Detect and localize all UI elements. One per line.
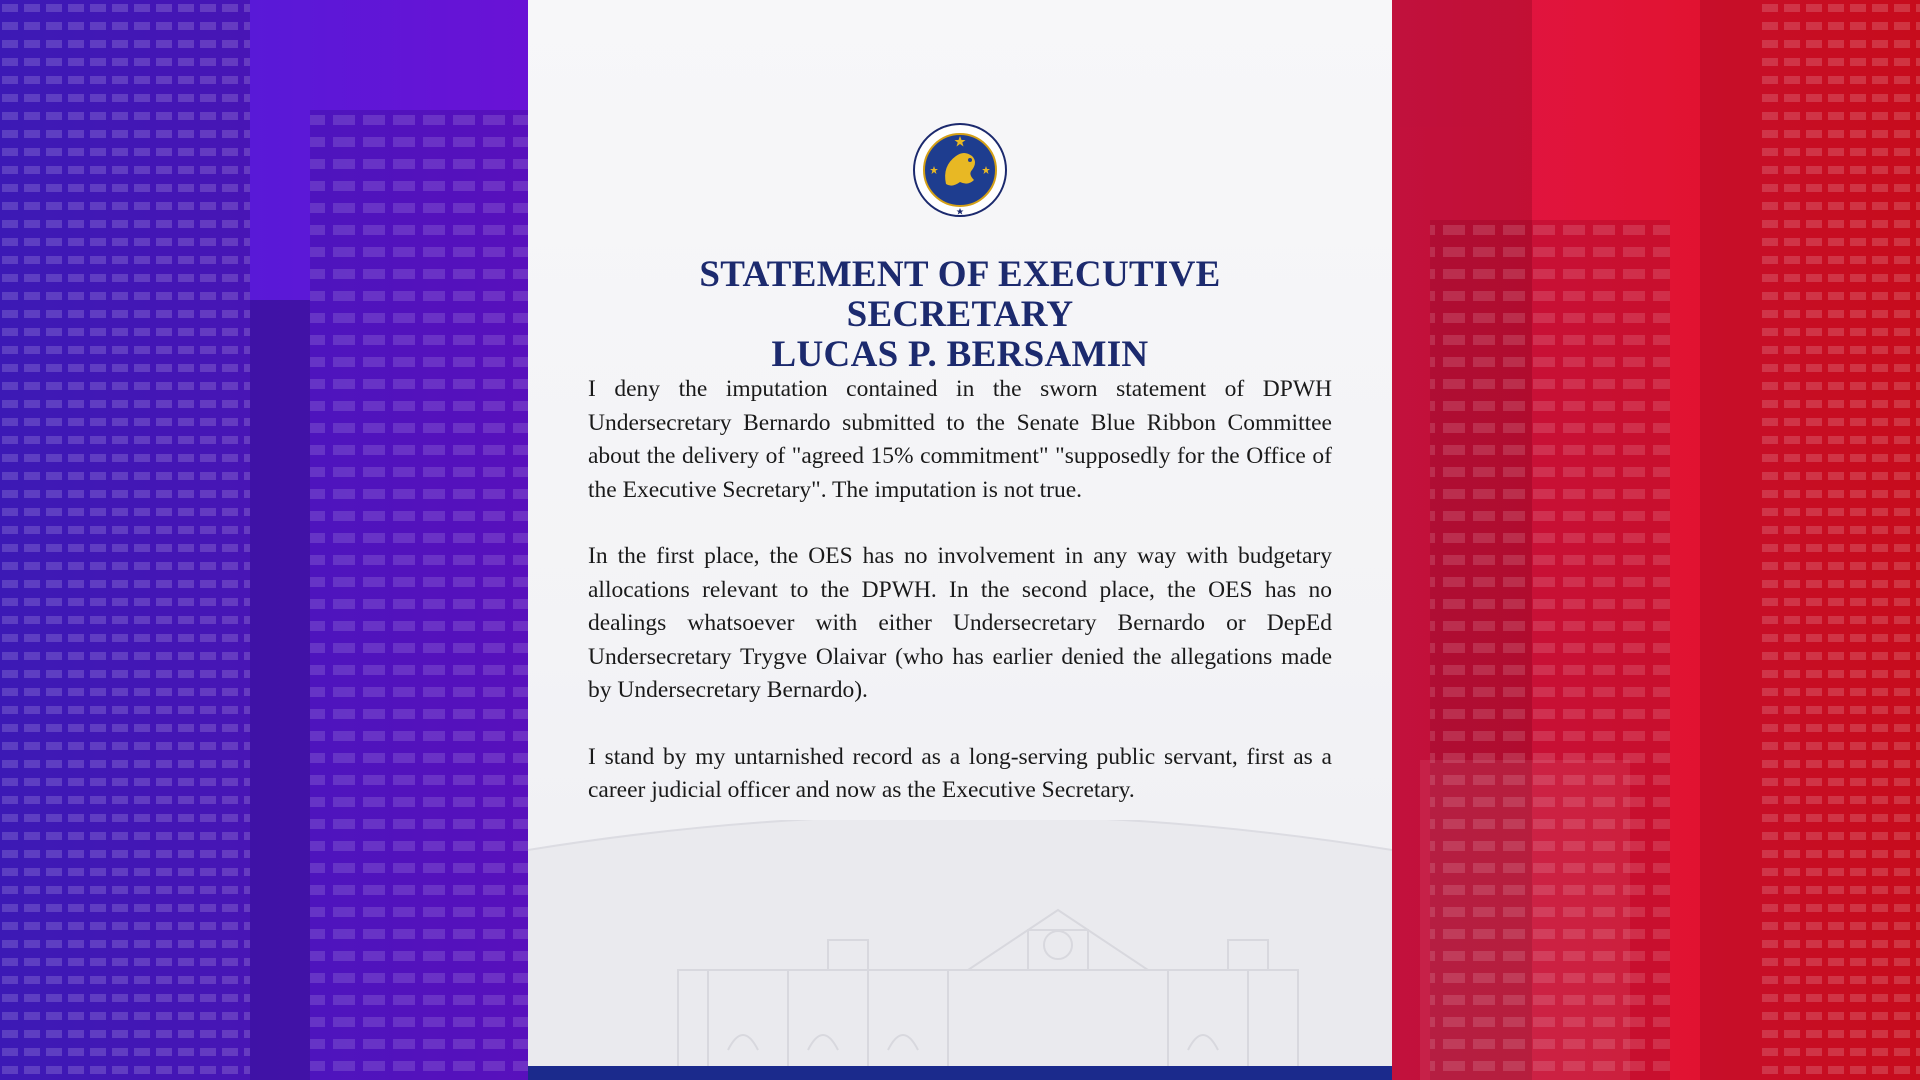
statement-card	[528, 0, 1392, 1080]
title-line-1: STATEMENT OF EXECUTIVE SECRETARY	[699, 254, 1221, 335]
statement-body	[588, 373, 1332, 808]
bottom-accent-bar	[528, 1066, 1392, 1080]
title-line-2: LUCAS P. BERSAMIN	[771, 334, 1149, 375]
seal-icon	[912, 122, 1008, 218]
statement-title	[588, 255, 1332, 375]
palace-watermark	[528, 820, 1392, 1080]
paragraph-3: I stand by my untarnished record as a long-serving public servant, first as a career judicial officer and now as the Executive Secretary.	[588, 743, 1332, 803]
paragraph-2: In the first place, the OES has no involvement in any way with budgetary allocations relevant to the DPWH. In the second place, the OES has no dealings whatsoever with either Undersecretary Bernardo or DepEd Undersecretary Trygve Olaivar (who has earlier denied the allegations made by Undersecretary Bernardo).	[588, 543, 1332, 703]
paragraph-1: I deny the imputation contained in the sworn statement of DPWH Undersecretary Bernardo submitted to the Senate Blue Ribbon Committee about the delivery of "agreed 15% commitment" "supposedly for the Office of the Executive Secretary". The imputation is not true.	[588, 376, 1332, 503]
